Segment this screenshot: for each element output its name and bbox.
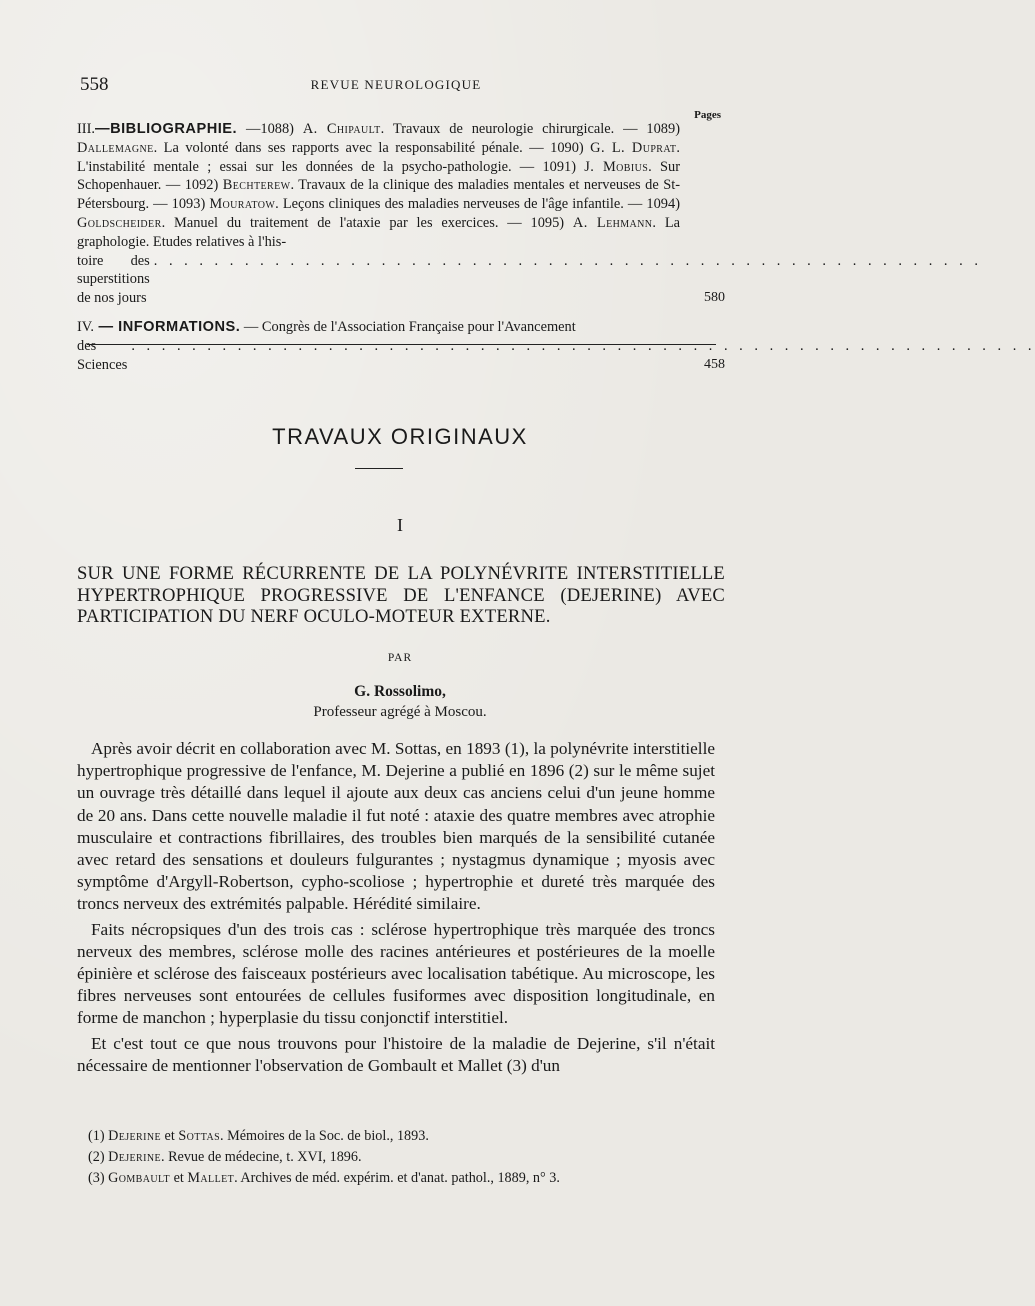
toc-entry-informations	[77, 318, 1035, 374]
footnote-author: Mallet	[187, 1170, 235, 1186]
toc-page-number: 458	[704, 356, 725, 372]
toc-text: toire des superstitions de nos jours	[77, 252, 150, 307]
footnote	[88, 1126, 715, 1147]
toc-leader-dots: . . . . . . . . . . . . . . . . . . . . . . . . . . . . . . . . . . . . . . . . . . . . . . . . . . . . . . . . . . . .	[131, 337, 1035, 354]
toc-author: Goldscheider	[77, 214, 162, 231]
byline-par: PAR	[387, 652, 413, 664]
toc-author: J. Mobius	[584, 158, 649, 175]
section-title: TRAVAUX ORIGINAUX	[272, 424, 528, 449]
page-number: 558	[80, 74, 109, 95]
footnote	[88, 1147, 715, 1168]
footnote-author: Gombault	[108, 1170, 171, 1186]
toc-text: des Sciences	[77, 337, 128, 373]
footnote-text: et	[170, 1170, 188, 1186]
toc-text: . Travaux de neurologie chirurgicale. — 1089)	[380, 121, 680, 137]
toc-section-name: —BIBLIOGRAPHIE.	[94, 121, 238, 137]
toc-leader-dots: . . . . . . . . . . . . . . . . . . . . . . . . . . . . . . . . . . . . . . . . . . . . . . . . . . . . . . .	[153, 252, 982, 269]
section-divider	[87, 344, 716, 345]
footnotes	[88, 1126, 715, 1189]
running-head: REVUE NEUROLOGIQUE	[310, 77, 482, 92]
body-paragraph: Faits nécropsiques d'un des trois cas : sclérose hypertrophique très marquée des troncs nerveux des membres, sclérose molle des racines antérieures et postérieures de la moelle épinière et sclérose des faisceaux postérieurs avec localisation tabétique. Au microscope, les fibres nerveuses sont entourées de cellules fusiformes avec disposition longitudinale, en forme de manchon ; hyperplasie du tissu conjonctif interstitiel.	[77, 919, 715, 1028]
footnote-text: . Mémoires de la Soc. de biol., 1893.	[220, 1128, 429, 1144]
toc-text: —1088)	[237, 121, 303, 137]
toc-author: A. Chipault	[302, 121, 381, 137]
footnote-text: . Archives de méd. expérim. et d'anat. pathol., 1889, n° 3.	[234, 1170, 560, 1186]
toc-text: . Leçons cliniques des maladies nerveuses de l'âge infantile. — 1094)	[275, 196, 680, 213]
author-affiliation: Professeur agrégé à Moscou.	[313, 704, 487, 720]
article-author: G. Rossolimo,	[354, 683, 446, 700]
footnote-author: Dejerine	[108, 1128, 161, 1144]
toc-text: . Travaux de la clinique des maladies mentales et nerveuses de St-Pétersbourg. — 1093)	[77, 177, 681, 213]
toc-text: . Sur Schopenhauer. — 1092)	[77, 158, 680, 194]
footnote-text: et	[160, 1128, 179, 1144]
toc-author: Mouratow	[209, 196, 276, 213]
toc-text: . L'instabilité mentale ; essai sur les données de la psycho-pathologie. — 1091)	[77, 139, 680, 175]
toc-page-number: 580	[704, 290, 725, 306]
footnote-author: Sottas	[178, 1128, 221, 1144]
toc-author: A. Lehmann	[572, 214, 653, 231]
toc-text: — Congrès de l'Association Française pour l'Avancement	[240, 318, 576, 335]
table-of-contents	[77, 120, 1035, 380]
toc-text: . Manuel du traitement de l'ataxie par les exercices. — 1095)	[161, 214, 573, 231]
toc-numeral: IV.	[77, 318, 94, 335]
page-header	[77, 74, 715, 98]
body-paragraph: Après avoir décrit en collaboration avec M. Sottas, en 1893 (1), la polynévrite interstitielle hypertrophique progressive de l'enfance, M. Dejerine a publié en 1896 (2) sur le même sujet un ouvrage très détaillé dans lequel il ajoute aux deux cas anciens celui d'un jeune homme de 20 ans. Dans cette nouvelle maladie il fut noté : ataxie des quatre membres avec atrophie musculaire et contractions fibrillaires, des troubles bien marqués de la sensibilité cutanée avec retard des sensations et douleurs fulgurantes ; nystagmus dynamique ; myosis avec symptôme d'Argyll-Robertson, cypho-scoliose ; hypertrophie et dureté très marquée des troncs nerveux des extrémités palpable. Hérédité similaire.	[77, 739, 715, 914]
article-number: I	[397, 515, 403, 535]
footnote-mark: (1)	[88, 1128, 109, 1144]
footnote-author: Dejerine	[108, 1149, 161, 1165]
toc-numeral: III.	[77, 121, 95, 137]
article-title: SUR UNE FORME RÉCURRENTE DE LA POLYNÉVRITE INTERSTITIELLE HYPERTROPHIQUE PROGRESSIVE DE L'ENFANCE (DEJERINE) AVEC PARTICIPATION DU NERF OCULO-MOTEUR EXTERNE.	[77, 563, 725, 627]
toc-text: . La volonté dans ses rapports avec la responsabilité pénale. — 1090)	[153, 139, 591, 156]
footnote	[88, 1168, 715, 1189]
toc-entry-bibliographie	[77, 120, 982, 308]
toc-author: G. L. Duprat	[590, 139, 677, 156]
toc-author: Dallemagne	[77, 139, 154, 156]
toc-section-name: — INFORMATIONS.	[93, 318, 241, 335]
toc-author: Bechterew	[222, 177, 291, 194]
footnote-text: . Revue de médecine, t. XVI, 1896.	[160, 1149, 362, 1165]
footnote-mark: (3)	[88, 1170, 109, 1186]
article-body	[77, 738, 715, 1080]
title-underline	[355, 468, 403, 469]
footnote-mark: (2)	[88, 1149, 109, 1165]
toc-text: . La graphologie. Etudes relatives à l'his-	[77, 214, 681, 250]
toc-pages-label: Pages	[694, 109, 721, 121]
body-paragraph: Et c'est tout ce que nous trouvons pour l'histoire de la maladie de Dejerine, s'il n'était nécessaire de mentionner l'observation de Gombault et Mallet (3) d'un	[77, 1033, 715, 1075]
